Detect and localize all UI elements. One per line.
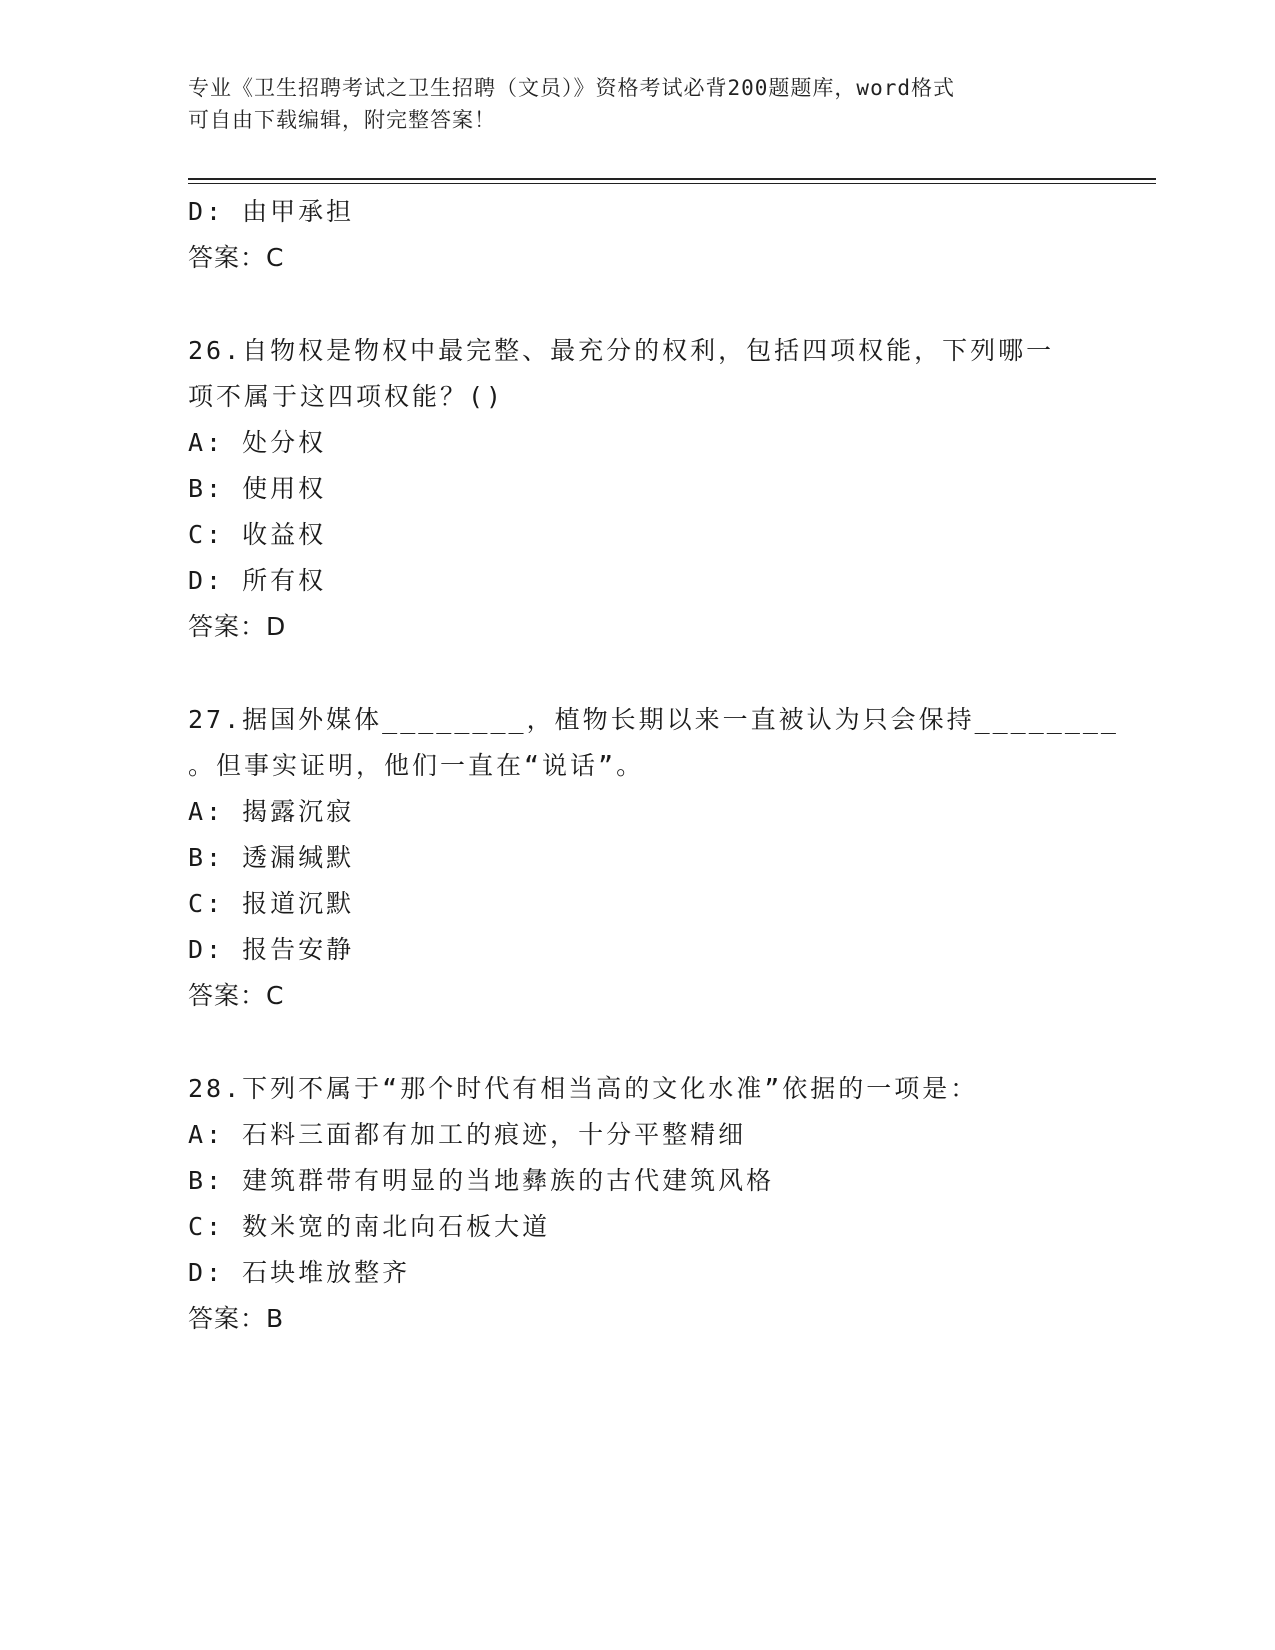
question-26 <box>188 328 1088 650</box>
header-line-2: 可自由下载编辑，附完整答案！ <box>188 108 496 132</box>
option-b: B: 透漏缄默 <box>188 843 355 872</box>
document-body <box>188 189 1119 1342</box>
option-a: A: 揭露沉寂 <box>188 797 355 826</box>
question-28 <box>188 1066 1088 1342</box>
option-c: C: 报道沉默 <box>188 889 355 918</box>
question-text: 27.据国外媒体________，植物长期以来一直被认为只会保持________ <box>188 705 1119 734</box>
page-header <box>188 72 1088 136</box>
answer-line: 答案：B <box>188 1304 285 1333</box>
option-d: D: 由甲承担 <box>188 197 355 226</box>
question-text-cont: 项不属于这四项权能？() <box>188 382 505 411</box>
option-b: B: 使用权 <box>188 474 327 503</box>
option-d: D: 所有权 <box>188 566 327 595</box>
header-line-1: 专业《卫生招聘考试之卫生招聘（文员）》资格考试必背200题题库，word格式 <box>188 76 955 100</box>
header-rule-thin <box>188 183 1156 184</box>
answer-line: 答案：D <box>188 612 287 641</box>
option-c: C: 数米宽的南北向石板大道 <box>188 1212 551 1241</box>
question-text: 28.下列不属于“那个时代有相当高的文化水准”依据的一项是： <box>188 1074 979 1103</box>
option-a: A: 处分权 <box>188 428 327 457</box>
question-text-cont: 。但事实证明，他们一直在“说话”。 <box>188 751 645 780</box>
option-a: A: 石料三面都有加工的痕迹，十分平整精细 <box>188 1120 747 1149</box>
answer-line: 答案：C <box>188 981 285 1010</box>
question-text: 26.自物权是物权中最完整、最充分的权利，包括四项权能，下列哪一 <box>188 336 1055 365</box>
header-rule-thick <box>188 178 1156 180</box>
question-27 <box>188 697 1119 1019</box>
option-d: D: 报告安静 <box>188 935 355 964</box>
option-b: B: 建筑群带有明显的当地彝族的古代建筑风格 <box>188 1166 775 1195</box>
option-c: C: 收益权 <box>188 520 327 549</box>
option-d: D: 石块堆放整齐 <box>188 1258 411 1287</box>
answer-line: 答案：C <box>188 243 285 272</box>
